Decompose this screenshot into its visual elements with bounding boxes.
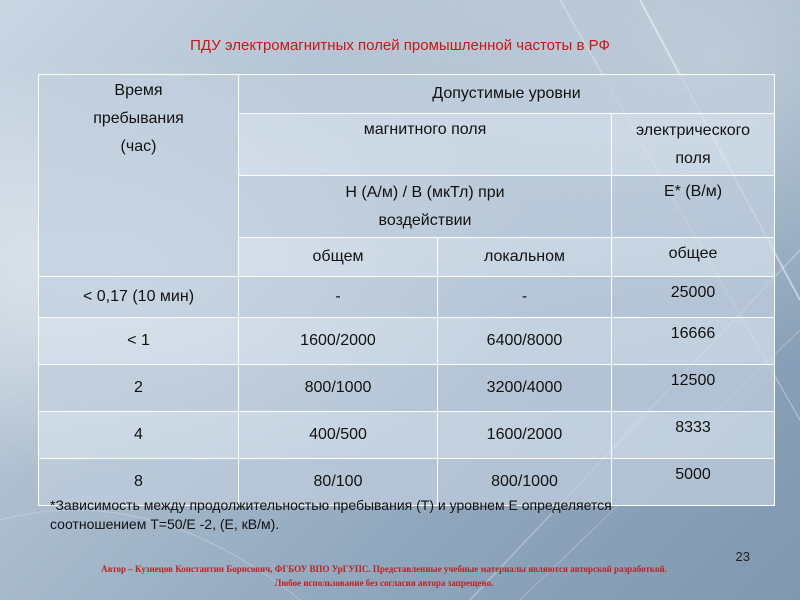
time-header-line3: (час) — [120, 138, 157, 155]
time-cell: < 0,17 (10 мин) — [39, 277, 239, 318]
author-credit — [44, 562, 724, 590]
page-number: 23 — [735, 549, 750, 564]
limits-table — [38, 74, 775, 506]
time-cell: 2 — [39, 365, 239, 412]
magnetic-field-header: магнитного поля — [239, 114, 612, 176]
author-line2: Любое использование без согласия автора запрещено. — [274, 578, 494, 588]
electric-cell: 12500 — [612, 365, 775, 412]
time-header-line1: Время — [114, 82, 163, 99]
electric-cell: 5000 — [612, 459, 775, 506]
local-cell: - — [438, 277, 612, 318]
h-b-header — [239, 176, 612, 238]
local-exposure-header: локальном — [438, 238, 612, 277]
electric-cell: 16666 — [612, 318, 775, 365]
general-cell: 400/500 — [239, 412, 438, 459]
electric-field-line2: поля — [675, 149, 711, 167]
allowed-levels-header: Допустимые уровни — [239, 75, 775, 114]
h-b-header-line1: Н (А/м) / В (мкТл) при — [345, 183, 505, 201]
time-cell: < 1 — [39, 318, 239, 365]
footnote-line1: *Зависимость между продолжительностью пребывания (Т) и уровнем Е определяется — [50, 497, 612, 513]
table-row — [39, 277, 775, 318]
table-row — [39, 318, 775, 365]
electric-cell: 25000 — [612, 277, 775, 318]
electric-field-line1: электрического — [635, 121, 751, 139]
footnote — [50, 496, 780, 534]
time-cell: 8 — [39, 459, 239, 506]
general-cell: 80/100 — [239, 459, 438, 506]
header-row-1 — [39, 75, 775, 114]
general-e-header: общее — [612, 238, 775, 277]
general-cell: 1600/2000 — [239, 318, 438, 365]
local-cell: 3200/4000 — [438, 365, 612, 412]
time-header — [39, 75, 239, 277]
table-row — [39, 365, 775, 412]
general-exposure-header: общем — [239, 238, 438, 277]
electric-cell: 8333 — [612, 412, 775, 459]
footnote-line2: соотношением Т=50/Е -2, (Е, кВ/м). — [50, 516, 280, 532]
electric-field-header — [612, 114, 775, 176]
time-cell: 4 — [39, 412, 239, 459]
local-cell: 6400/8000 — [438, 318, 612, 365]
author-line1: Автор – Кузнецов Константин Борисович, ФГБОУ ВПО УрГУПС. Представленные учебные материалы являются авторской разработкой. — [101, 564, 667, 574]
e-unit-header: Е* (В/м) — [612, 176, 775, 238]
table-row — [39, 412, 775, 459]
local-cell: 800/1000 — [438, 459, 612, 506]
local-cell: 1600/2000 — [438, 412, 612, 459]
general-cell: - — [239, 277, 438, 318]
time-header-line2: пребывания — [93, 110, 184, 127]
slide-title: ПДУ электромагнитных полей промышленной частоты в РФ — [190, 37, 610, 54]
general-cell: 800/1000 — [239, 365, 438, 412]
h-b-header-line2: воздействии — [378, 211, 472, 229]
